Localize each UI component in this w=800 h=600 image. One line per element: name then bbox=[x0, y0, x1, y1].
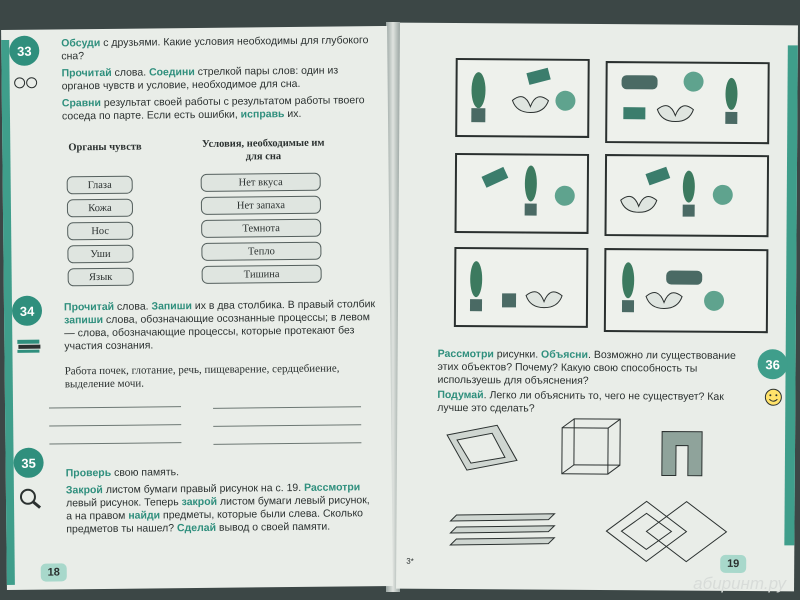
picture-panel bbox=[605, 61, 770, 144]
verb-write-2: запиши bbox=[64, 313, 104, 327]
task-36-text-1b: . Возможно ли существование этих объектов? Почему? Какую свою способность ты используешь для объяснения? bbox=[437, 348, 736, 387]
task-35-text-2e: вывод о своей памяти. bbox=[216, 520, 331, 534]
answer-line[interactable] bbox=[213, 406, 361, 409]
task-34-text bbox=[64, 298, 377, 353]
task-33-text-3-end: их. bbox=[284, 107, 302, 121]
verb-cover: Закрой bbox=[65, 483, 103, 497]
answer-line[interactable] bbox=[49, 442, 181, 444]
task-35-text-2 bbox=[66, 481, 379, 536]
task-35-text-2a: листом бумаги правый рисунок на с. 19. bbox=[102, 481, 305, 496]
task-36-number: 36 bbox=[758, 349, 788, 379]
panel-illustration bbox=[607, 63, 768, 142]
verb-conclude: Сделай bbox=[176, 521, 217, 535]
magnifier-icon bbox=[16, 488, 42, 515]
task-33-text-2-rest: стрелкой пары слов: один из органов чувств и условие, необходимое для сна. bbox=[61, 64, 339, 93]
answer-line[interactable] bbox=[213, 424, 361, 427]
answer-line[interactable] bbox=[49, 406, 181, 408]
task-33-text-1-rest: с друзьями. Какие условия необходимы для глубокого сна? bbox=[61, 34, 369, 63]
picture-panel bbox=[455, 58, 590, 138]
picture-panel bbox=[454, 247, 589, 328]
verb-explain: Объясни bbox=[541, 348, 589, 361]
condition-pill[interactable]: Тепло bbox=[201, 242, 321, 261]
verb-read: Прочитай bbox=[61, 66, 112, 80]
organ-pill[interactable]: Нос bbox=[67, 222, 133, 241]
task-34-words: Работа почек, глотание, речь, пищеварение, сердцебиение, выделение мочи. bbox=[64, 362, 340, 391]
verb-look: Рассмотри bbox=[437, 347, 494, 361]
verb-check: Проверь bbox=[65, 466, 112, 480]
task-33-text-1 bbox=[61, 34, 371, 63]
smiley-icon bbox=[763, 387, 783, 412]
verb-cover-2: закрой bbox=[181, 495, 218, 509]
task-33-text-3-mid: результат своей работы с результатом работы твоего соседа по парте. Если есть ошибки, bbox=[61, 94, 365, 123]
page-number-left: 18 bbox=[41, 563, 67, 581]
panel-illustration bbox=[606, 250, 767, 331]
task-34-text-2: их в два столбика. В правый столбик bbox=[191, 298, 376, 313]
discuss-icon bbox=[14, 76, 40, 94]
panel-illustration bbox=[456, 249, 587, 326]
task-34-number: 34 bbox=[12, 296, 42, 326]
task-33-text-3 bbox=[62, 94, 372, 123]
task-35-text-2c: листом бумаги левый рисунок, а на правом bbox=[66, 494, 370, 523]
organ-pill[interactable]: Язык bbox=[68, 268, 134, 287]
task-35-number: 35 bbox=[13, 448, 43, 478]
task-34-text-1: слова. bbox=[114, 300, 152, 313]
condition-pill[interactable]: Тишина bbox=[202, 265, 322, 284]
task-35-text-1-rest: свою память. bbox=[111, 466, 180, 479]
organ-pill[interactable]: Глаза bbox=[67, 176, 133, 195]
task-34-text-3: слова, обозначающие осознанные процессы; в левом — слова, обозначающие процессы, которые протекают без участия сознания. bbox=[64, 311, 370, 353]
organs-header: Органы чувств bbox=[68, 141, 142, 154]
task-36-text-2 bbox=[437, 389, 753, 417]
answer-line[interactable] bbox=[213, 442, 361, 445]
verb-find: найди bbox=[128, 509, 161, 522]
right-margin-band bbox=[784, 45, 797, 545]
task-36-text-1 bbox=[437, 348, 753, 389]
verb-compare: Сравни bbox=[61, 96, 102, 110]
left-page bbox=[1, 26, 393, 590]
organ-pill[interactable]: Кожа bbox=[67, 199, 133, 218]
condition-pill[interactable]: Нет вкуса bbox=[201, 173, 321, 192]
task-36-text-2a: . Легко ли объяснить то, чего не существует? Как лучше это сделать? bbox=[437, 389, 724, 415]
task-35-text-1 bbox=[66, 464, 378, 480]
verb-look: Рассмотри bbox=[303, 481, 361, 494]
picture-panel bbox=[604, 154, 769, 237]
condition-pill[interactable]: Нет запаха bbox=[201, 196, 321, 215]
task-33-text-2-mid: слова. bbox=[111, 66, 150, 79]
page-number-right: 19 bbox=[720, 555, 746, 573]
verb-discuss: Обсуди bbox=[61, 36, 101, 50]
watermark-logo: абиринт.ру bbox=[693, 574, 786, 593]
impossible-figures bbox=[436, 415, 767, 567]
answer-line[interactable] bbox=[49, 424, 181, 426]
verb-correct: исправь bbox=[240, 108, 285, 121]
panel-illustration bbox=[457, 155, 588, 232]
task-33-number: 33 bbox=[9, 36, 39, 66]
books-icon bbox=[16, 338, 42, 359]
task-36-text-1a: рисунки. bbox=[493, 348, 542, 361]
verb-think: Подумай bbox=[437, 388, 484, 402]
panel-illustration bbox=[607, 156, 768, 235]
picture-panel bbox=[455, 153, 590, 234]
picture-panel bbox=[604, 248, 769, 333]
verb-write: Запиши bbox=[151, 300, 192, 313]
conditions-header: Условия, необходимые им для сна bbox=[201, 137, 325, 163]
task-35-text-2d: предметы, которые были слева. Сколько предметов ты нашел? bbox=[66, 507, 364, 536]
task-33-text-2 bbox=[61, 64, 371, 93]
task-35-text-2b: левый рисунок. Теперь bbox=[65, 496, 182, 510]
small-mark: 3* bbox=[406, 556, 414, 566]
condition-pill[interactable]: Темнота bbox=[201, 219, 321, 238]
right-page bbox=[396, 23, 798, 592]
organ-pill[interactable]: Уши bbox=[67, 245, 133, 264]
panel-illustration bbox=[457, 60, 588, 136]
verb-connect: Соедини bbox=[148, 66, 195, 79]
verb-read: Прочитай bbox=[63, 300, 115, 314]
